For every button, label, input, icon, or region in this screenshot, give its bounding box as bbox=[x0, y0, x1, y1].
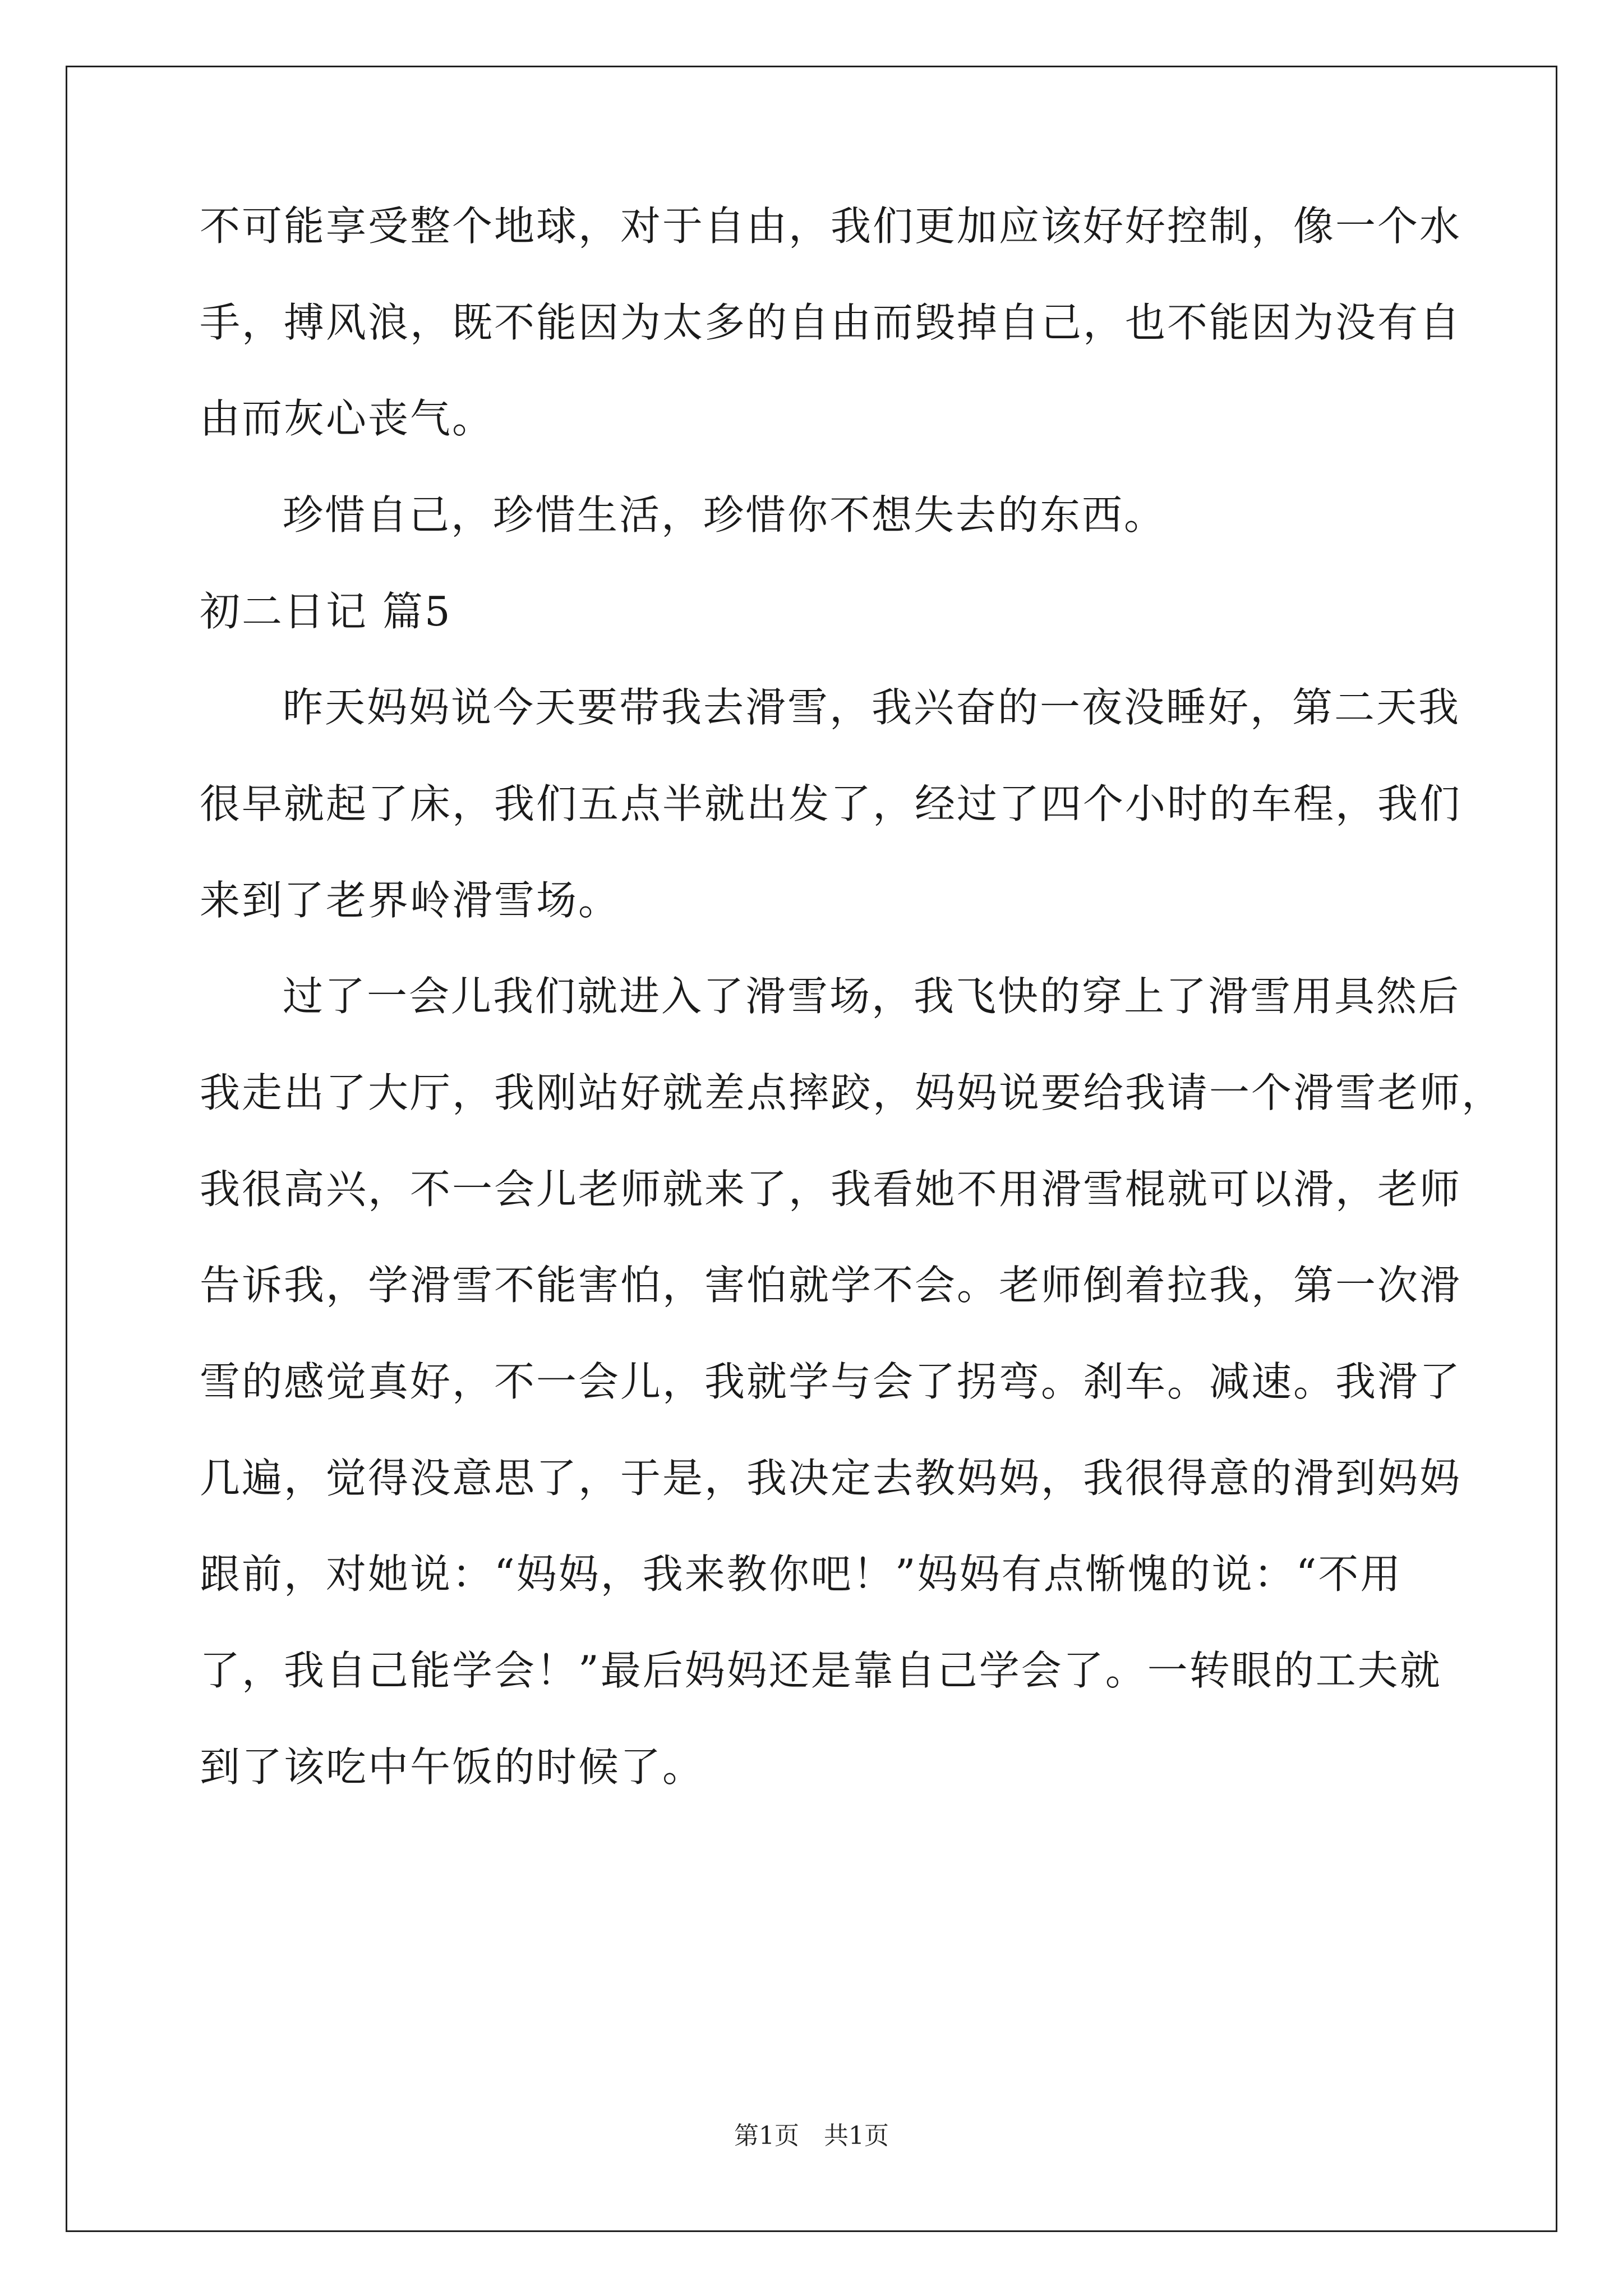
text-line: 很早就起了床，我们五点半就出发了，经过了四个小时的车程，我们 bbox=[200, 780, 1462, 827]
text-line: 来到了老界岭滑雪场。 bbox=[200, 877, 621, 924]
text-line: 手，搏风浪，既不能因为太多的自由而毁掉自己，也不能因为没有自 bbox=[200, 299, 1462, 346]
page-border bbox=[66, 66, 1557, 2232]
text-line: 告诉我，学滑雪不能害怕，害怕就学不会。老师倒着拉我，第一次滑 bbox=[200, 1262, 1462, 1309]
text-line: 我很高兴，不一会儿老师就来了，我看她不用滑雪棍就可以滑，老师 bbox=[200, 1166, 1462, 1213]
text-line: 跟前，对她说：“妈妈，我来教你吧！”妈妈有点惭愧的说：“不用 bbox=[200, 1550, 1403, 1598]
text-line: 到了该吃中午饭的时候了。 bbox=[200, 1743, 705, 1791]
text-line: 了，我自己能学会！”最后妈妈还是靠自己学会了。一转眼的工夫就 bbox=[200, 1647, 1442, 1694]
text-line: 由而灰心丧气。 bbox=[200, 395, 495, 442]
text-line: 几遍，觉得没意思了，于是，我决定去教妈妈，我很得意的滑到妈妈 bbox=[200, 1455, 1462, 1502]
text-line: 珍惜自己，珍惜生活，珍惜你不想失去的东西。 bbox=[283, 491, 1166, 539]
page-number-footer: 第1页 共1页 bbox=[734, 2122, 889, 2150]
text-line: 过了一会儿我们就进入了滑雪场，我飞快的穿上了滑雪用具然后 bbox=[283, 973, 1461, 1020]
text-line: 昨天妈妈说今天要带我去滑雪，我兴奋的一夜没睡好，第二天我 bbox=[283, 684, 1461, 731]
section-heading: 初二日记 篇5 bbox=[200, 588, 452, 635]
text-line: 雪的感觉真好，不一会儿，我就学与会了拐弯。刹车。减速。我滑了 bbox=[200, 1358, 1462, 1405]
text-line: 不可能享受整个地球，对于自由，我们更加应该好好控制，像一个水 bbox=[200, 203, 1462, 250]
text-line: 我走出了大厅，我刚站好就差点摔跤，妈妈说要给我请一个滑雪老师， bbox=[200, 1069, 1504, 1116]
